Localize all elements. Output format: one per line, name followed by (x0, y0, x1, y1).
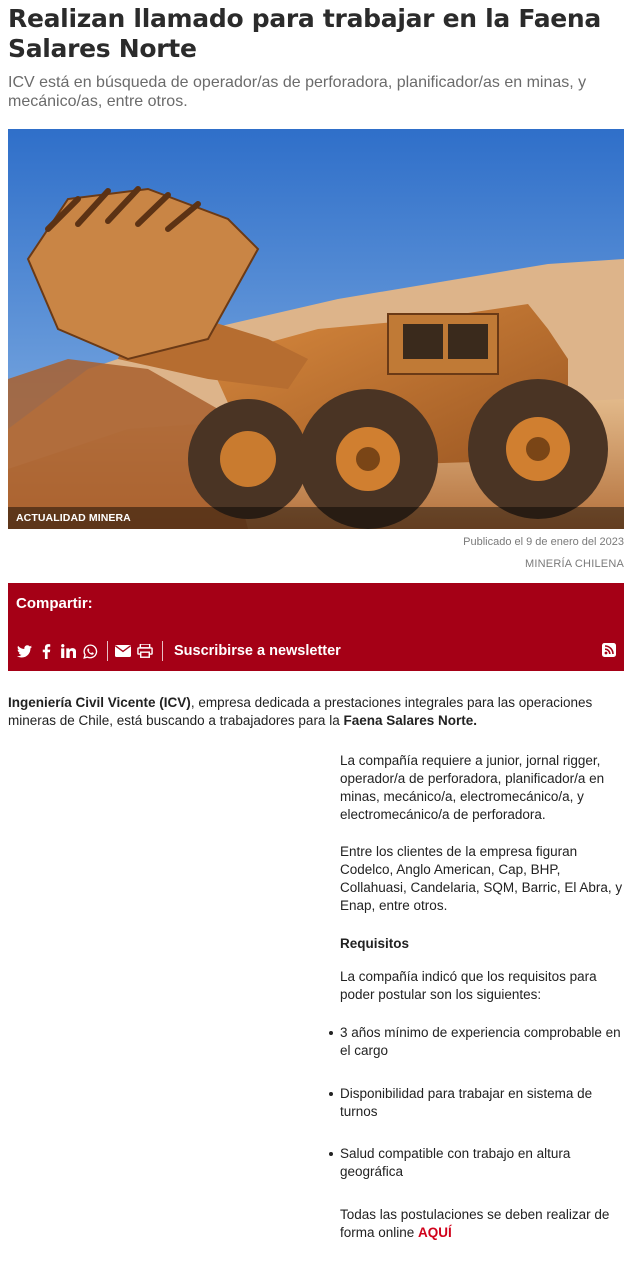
image-caption: ACTUALIDAD MINERA (16, 512, 131, 524)
paragraph-positions: La compañía requiere a junior, jornal rigger, operador/a de perforadora, planificador/a en minas, mecánico/a, electromecánico/a, y electromecánico/a de perforadora. (340, 753, 605, 822)
share-icons-row (16, 641, 341, 661)
twitter-icon[interactable] (16, 643, 32, 659)
requirement-item: 3 años mínimo de experiencia comprobable en el cargo (340, 1024, 625, 1060)
whatsapp-icon[interactable] (82, 643, 98, 659)
share-divider (162, 641, 163, 661)
linkedin-icon[interactable] (60, 643, 76, 659)
newsletter-link[interactable]: Suscribirse a newsletter (174, 643, 341, 659)
publish-date: Publicado el 9 de enero del 2023 (463, 536, 624, 548)
print-icon[interactable] (137, 643, 153, 659)
share-divider (107, 641, 108, 661)
rss-icon[interactable] (602, 643, 616, 657)
share-bar (8, 583, 624, 671)
mining-loader-photo (8, 129, 624, 529)
email-icon[interactable] (115, 643, 131, 659)
company-name: Ingeniería Civil Vicente (ICV) (8, 695, 191, 710)
requirements-heading: Requisitos (340, 936, 410, 951)
requirement-item: Disponibilidad para trabajar en sistema de turnos (340, 1085, 625, 1121)
closing-text: Todas las postulaciones se deben realizar de forma online (340, 1207, 610, 1240)
article-subtitle: ICV está en búsqueda de operador/as de perforadora, planificador/as en minas, y mecánico/as, entre otros. (8, 74, 587, 110)
paragraph-requirements-intro: La compañía indicó que los requisitos para poder postular son los siguientes: (340, 969, 597, 1002)
apply-link[interactable]: AQUÍ (418, 1225, 452, 1240)
requirement-item: Salud compatible con trabajo en altura geográfica (340, 1145, 625, 1181)
paragraph-closing (340, 1206, 625, 1242)
article-title: Realizan llamado para trabajar en la Faena Salares Norte (8, 4, 602, 63)
image-caption-bar (8, 507, 624, 529)
hero-image (8, 129, 624, 529)
lead-text: , empresa dedicada a prestaciones integrales para las operaciones mineras de Chile, está buscando a trabajadores para la (8, 695, 593, 728)
paragraph-clients: Entre los clientes de la empresa figuran Codelco, Anglo American, Cap, BHP, Collahuasi, Candelaria, SQM, Barric, El Abra, y Enap, entre otros. (340, 844, 623, 913)
share-title: Compartir: (16, 595, 93, 612)
facebook-icon[interactable] (38, 643, 54, 659)
source-label: MINERÍA CHILENA (525, 558, 624, 570)
lead-paragraph (8, 694, 618, 730)
faena-name: Faena Salares Norte. (343, 713, 478, 728)
